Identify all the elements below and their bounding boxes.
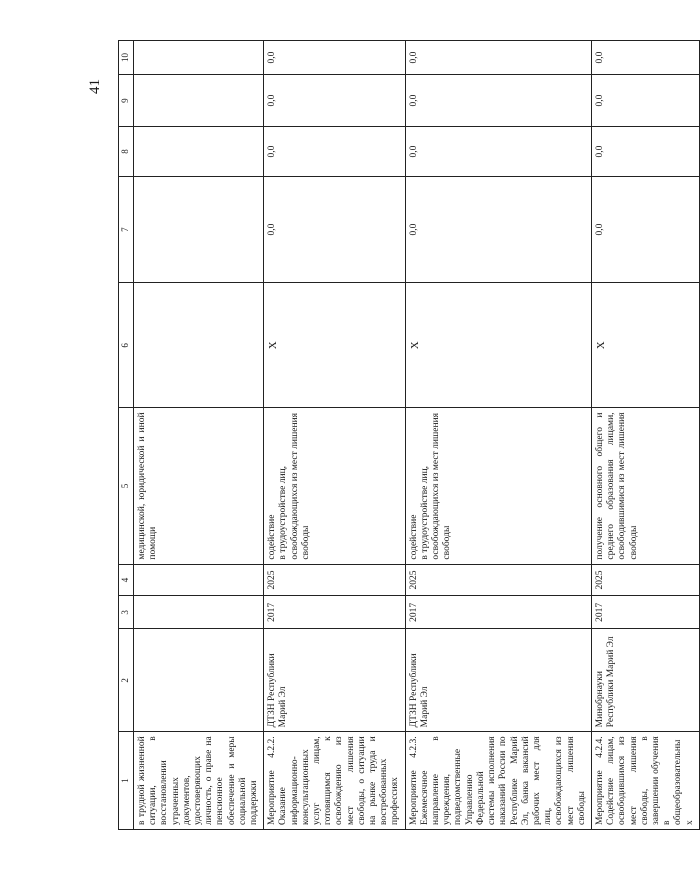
cell-result: получение основного общего и среднего образования лицами, освободившимися из мест лишения свободы bbox=[591, 408, 699, 564]
cell-col9: 0,0 bbox=[264, 75, 405, 127]
cell-col10: 0,0 bbox=[264, 41, 405, 75]
cell-result bbox=[264, 408, 405, 564]
cell-result-text: содействие в трудоустройстве лиц, освобождающихся из мест лишения свободы bbox=[408, 412, 453, 560]
cell-measure: Мероприятие 4.2.2. Оказание информационно-консультационных услуг лицам, готовящимся к освобождению из мест лишения свободы, о ситуации на рынке труда и востребованных профессиях bbox=[264, 732, 405, 830]
cell-col6: X bbox=[264, 283, 405, 408]
page-number: 41 bbox=[87, 79, 103, 94]
cell-executor: ДТЗН Республики Марий Эл bbox=[405, 629, 591, 732]
cell-col10: 0,0 bbox=[591, 41, 699, 75]
col-header-9: 9 bbox=[119, 75, 134, 127]
table-row bbox=[134, 41, 264, 830]
cell-result bbox=[405, 408, 591, 564]
cell-end-year bbox=[134, 564, 264, 596]
cell-col7: 0,0 bbox=[591, 176, 699, 282]
cell-start-year: 2017 bbox=[591, 596, 699, 629]
cell-col7: 0,0 bbox=[264, 176, 405, 282]
cell-measure: Мероприятие 4.2.3. Ежемесячное направление в учреждения, подведомственные Управлению Федеральной системы исполнения наказаний России по Республике Марий Эл, банка вакансий рабочих мест для лиц, освобождающихся из мест лишения свободы bbox=[405, 732, 591, 830]
col-header-1: 1 bbox=[119, 732, 134, 830]
cell-result-text: содействие в трудоустройстве лиц, освобождающихся из мест лишения свободы bbox=[267, 412, 311, 560]
table-row bbox=[405, 41, 591, 830]
cell-executor: Минобрнауки Республики Марий Эл bbox=[591, 629, 699, 732]
program-table bbox=[118, 40, 700, 830]
cell-col6: X bbox=[405, 283, 591, 408]
table-row bbox=[591, 41, 699, 830]
cell-col9: 0,0 bbox=[405, 75, 591, 127]
cell-col8: 0,0 bbox=[264, 127, 405, 177]
cell-col9: 0,0 bbox=[591, 75, 699, 127]
table-header-row bbox=[119, 41, 134, 830]
col-header-7: 7 bbox=[119, 176, 134, 282]
cell-col6 bbox=[134, 283, 264, 408]
cell-col7: 0,0 bbox=[405, 176, 591, 282]
col-header-4: 4 bbox=[119, 564, 134, 596]
cell-end-year: 2025 bbox=[264, 564, 405, 596]
cell-start-year bbox=[134, 596, 264, 629]
cell-col6: X bbox=[591, 283, 699, 408]
col-header-3: 3 bbox=[119, 596, 134, 629]
cell-col8: 0,0 bbox=[405, 127, 591, 177]
cell-col9 bbox=[134, 75, 264, 127]
col-header-5: 5 bbox=[119, 408, 134, 564]
cell-start-year: 2017 bbox=[405, 596, 591, 629]
cell-end-year: 2025 bbox=[405, 564, 591, 596]
col-header-6: 6 bbox=[119, 283, 134, 408]
cell-executor bbox=[134, 629, 264, 732]
col-header-2: 2 bbox=[119, 629, 134, 732]
cell-col7 bbox=[134, 176, 264, 282]
col-header-8: 8 bbox=[119, 127, 134, 177]
table-row bbox=[264, 41, 405, 830]
col-header-10: 10 bbox=[119, 41, 134, 75]
cell-start-year: 2017 bbox=[264, 596, 405, 629]
cell-col10 bbox=[134, 41, 264, 75]
cell-end-year: 2025 bbox=[591, 564, 699, 596]
cell-col8: 0,0 bbox=[591, 127, 699, 177]
cell-measure: Мероприятие 4.2.4. Содействие лицам, освободившимся из мест лишения свободы, в завершении обучения в общеобразовательных bbox=[591, 732, 699, 830]
cell-col10: 0,0 bbox=[405, 41, 591, 75]
cell-executor: ДТЗН Республики Марий Эл bbox=[264, 629, 405, 732]
cell-col8 bbox=[134, 127, 264, 177]
cell-result: медицинской, юридической и иной помощи bbox=[134, 408, 264, 564]
cell-measure: в трудной жизненной ситуации, в восстановлении утраченных документов, удостоверяющих личность, о праве на пенсионное обеспечение и меры социальной поддержки bbox=[134, 732, 264, 830]
